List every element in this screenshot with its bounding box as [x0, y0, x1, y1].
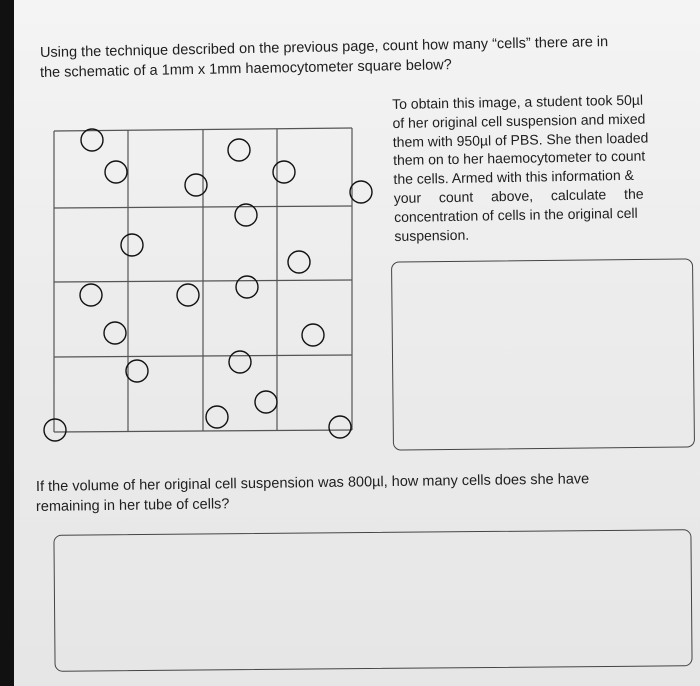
instruction-line: concentration of cells in the original cell — [393, 204, 638, 225]
cell-circle — [350, 181, 372, 203]
cell-circle — [185, 174, 207, 196]
cell-circle — [228, 139, 250, 161]
cell-circle — [236, 276, 258, 298]
cell-circle — [177, 284, 199, 306]
instruction-line: of her original cell suspension and mixed — [392, 110, 646, 131]
cell-circle — [206, 406, 228, 428]
intro-line-2: the schematic of a 1mm x 1mm haemocytometer square below? — [39, 57, 452, 81]
cell-circle — [288, 251, 310, 273]
instruction-line: your count above, calculate the — [393, 185, 644, 206]
instruction-line: them on to her haemocytometer to count — [393, 147, 646, 169]
answer-box-concentration[interactable] — [391, 258, 695, 450]
instruction-paragraph — [392, 90, 691, 246]
question-line-2: remaining in her tube of cells? — [35, 496, 230, 515]
cells — [44, 129, 372, 441]
worksheet-page — [14, 0, 700, 686]
cell-circle — [81, 129, 103, 151]
cell-circle — [80, 284, 102, 306]
cell-circle — [255, 391, 277, 413]
grid-lines — [54, 128, 352, 432]
intro-line-1: Using the technique described on the previous page, count how many “cells” there are in — [39, 34, 609, 61]
cell-circle — [44, 419, 66, 441]
cell-circle — [126, 360, 148, 382]
cell-circle — [329, 416, 351, 438]
cell-circle — [302, 324, 324, 346]
answer-box-remaining-cells[interactable] — [53, 529, 692, 672]
instruction-line: To obtain this image, a student took 50µl — [392, 91, 644, 112]
question-line-1: If the volume of her original cell suspension was 800µl, how many cells does she have — [35, 471, 590, 495]
instruction-line: suspension. — [394, 226, 470, 244]
instruction-line: them with 950µl of PBS. She then loaded — [392, 129, 649, 150]
cell-circle — [229, 351, 251, 373]
instruction-line: the cells. Armed with this information & — [393, 166, 635, 188]
cell-circle — [121, 234, 143, 256]
cell-circle — [273, 161, 295, 183]
cell-circle — [105, 161, 127, 183]
cell-circle — [104, 322, 126, 344]
